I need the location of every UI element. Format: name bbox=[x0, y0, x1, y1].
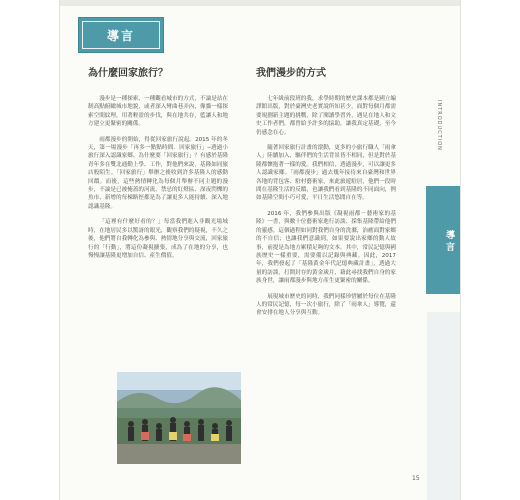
group-photo bbox=[117, 372, 241, 464]
left-column bbox=[88, 64, 228, 267]
right-column bbox=[256, 64, 396, 325]
right-paragraph-3: 2016 年，我們參與出版《凝視雨都－藝術家的基隆》一書，與數十位藝術家進行訪談、採集基隆帶給他們的靈感。這個過程如同對我們自身的洗滌，治癒面對家鄉的不自信；也讓我們意識到，如果要說出家鄉的動人故事，前提是為地方累積足夠的文本。其中，常民記憶與國族歷史一樣重要，需要備以記錄與典藏。因此，2017 年，我們發起了「基隆黃金年代記憶典藏計畫」，透過大量的訪談，打開封存的黃金歲月，藉此尋找我們自身的家族身世，讓雨都漫步與地方產生更緊密的關係。 bbox=[256, 210, 396, 285]
photo-illustration bbox=[117, 372, 241, 464]
right-paragraph-2: 隨著回家旅行計畫的滾動，更多的小旅行職人「雨傘人」陸續加入，驅伴們的生活背景皆不相同，但是對於基隆都懷抱著一樣的愛。我們相信，透過漫步，可以讓更多人認識家鄉。「雨都漫步」過去幾年接待來自臺灣和世界各地的背包客、駐村藝術家，來此旅遊駐居，他們一段時間在基隆生活的反饋，也讓我們看到基隆的不同面向，例如基隆空間小巧可愛，平日生活悠閒自在等。 bbox=[256, 145, 396, 202]
left-paragraph-2: 雨都漫步的開始，得從回家旅行說起。2015 年的冬天，第一場漫步「再多一點點時間．回家旅行」─透過小旅行深入認識家鄉。為什麼要「回家旅行」？有感於基隆青年多在雙北通勤上學、工作，對他們來說，基隆如同旅店般陌生。「回家旅行」舉辦之後收到許多基隆人的感動回饋。而後，這些熱情轉化為每個月舉辦不同主題的漫步，不論是已被掩蓋的河流、禁忌的紅燈區、深夜閃爍的魚市、新增的每棟路徑都是為了讓更多人能持續、深入地認識基隆。 bbox=[88, 136, 228, 210]
right-paragraph-4: 展現城市歷史的同時，我們同樣珍惜屬於每位在基隆人的常民記憶，每一次小旅行，除了「雨傘人」導覽，還會安排在地人分享與互動。 bbox=[256, 293, 396, 317]
left-title: 為什麼回家旅行？ bbox=[88, 68, 168, 79]
left-paragraph-3: 「這裡有什麼好看的？」每當我們進入非觀光場域時，在地居民多以驚訝的眼光，觀察我們的疑視，不久之後，他們將自我轉化為參與、熱情地分享與交流，回家旅行的「行動」，將這份凝視擴張，成為了在地的分享，也慢慢讓基隆更增加自信、產生價值。 bbox=[88, 219, 228, 259]
left-paragraph-1: 漫步是一種探索、一種觀看城市的方式，不論是站在制高點俯瞰城市地貌，或者深入彎曲巷弄內，像貓一樣探索空間紋理，用著輕盈的步伐，與在地共存，藍讓人和地方建立更緊密的關係。 bbox=[88, 96, 228, 128]
page-number: 15 bbox=[412, 475, 420, 482]
side-strip bbox=[427, 312, 460, 500]
right-title: 我們漫步的方式 bbox=[256, 68, 326, 79]
right-paragraph-1: 七年級前段班的我，求學時期的歷史課本都是國立編譯館出版，對於臺灣史老實說所知甚少。面對每個月都需要規劃新主題的挑戰，除了閱讀學習外，遇見在地人和文史工作者們，都曾給予許多的協助，讓我真定基礎，至今仍感念在心。 bbox=[256, 96, 396, 136]
section-badge-label: 導言 bbox=[106, 29, 135, 43]
side-english-label: INTRODUCTION bbox=[436, 100, 442, 151]
header-bar bbox=[60, 0, 460, 6]
section-badge bbox=[78, 17, 164, 53]
side-tab-label: 導言 bbox=[444, 230, 454, 254]
